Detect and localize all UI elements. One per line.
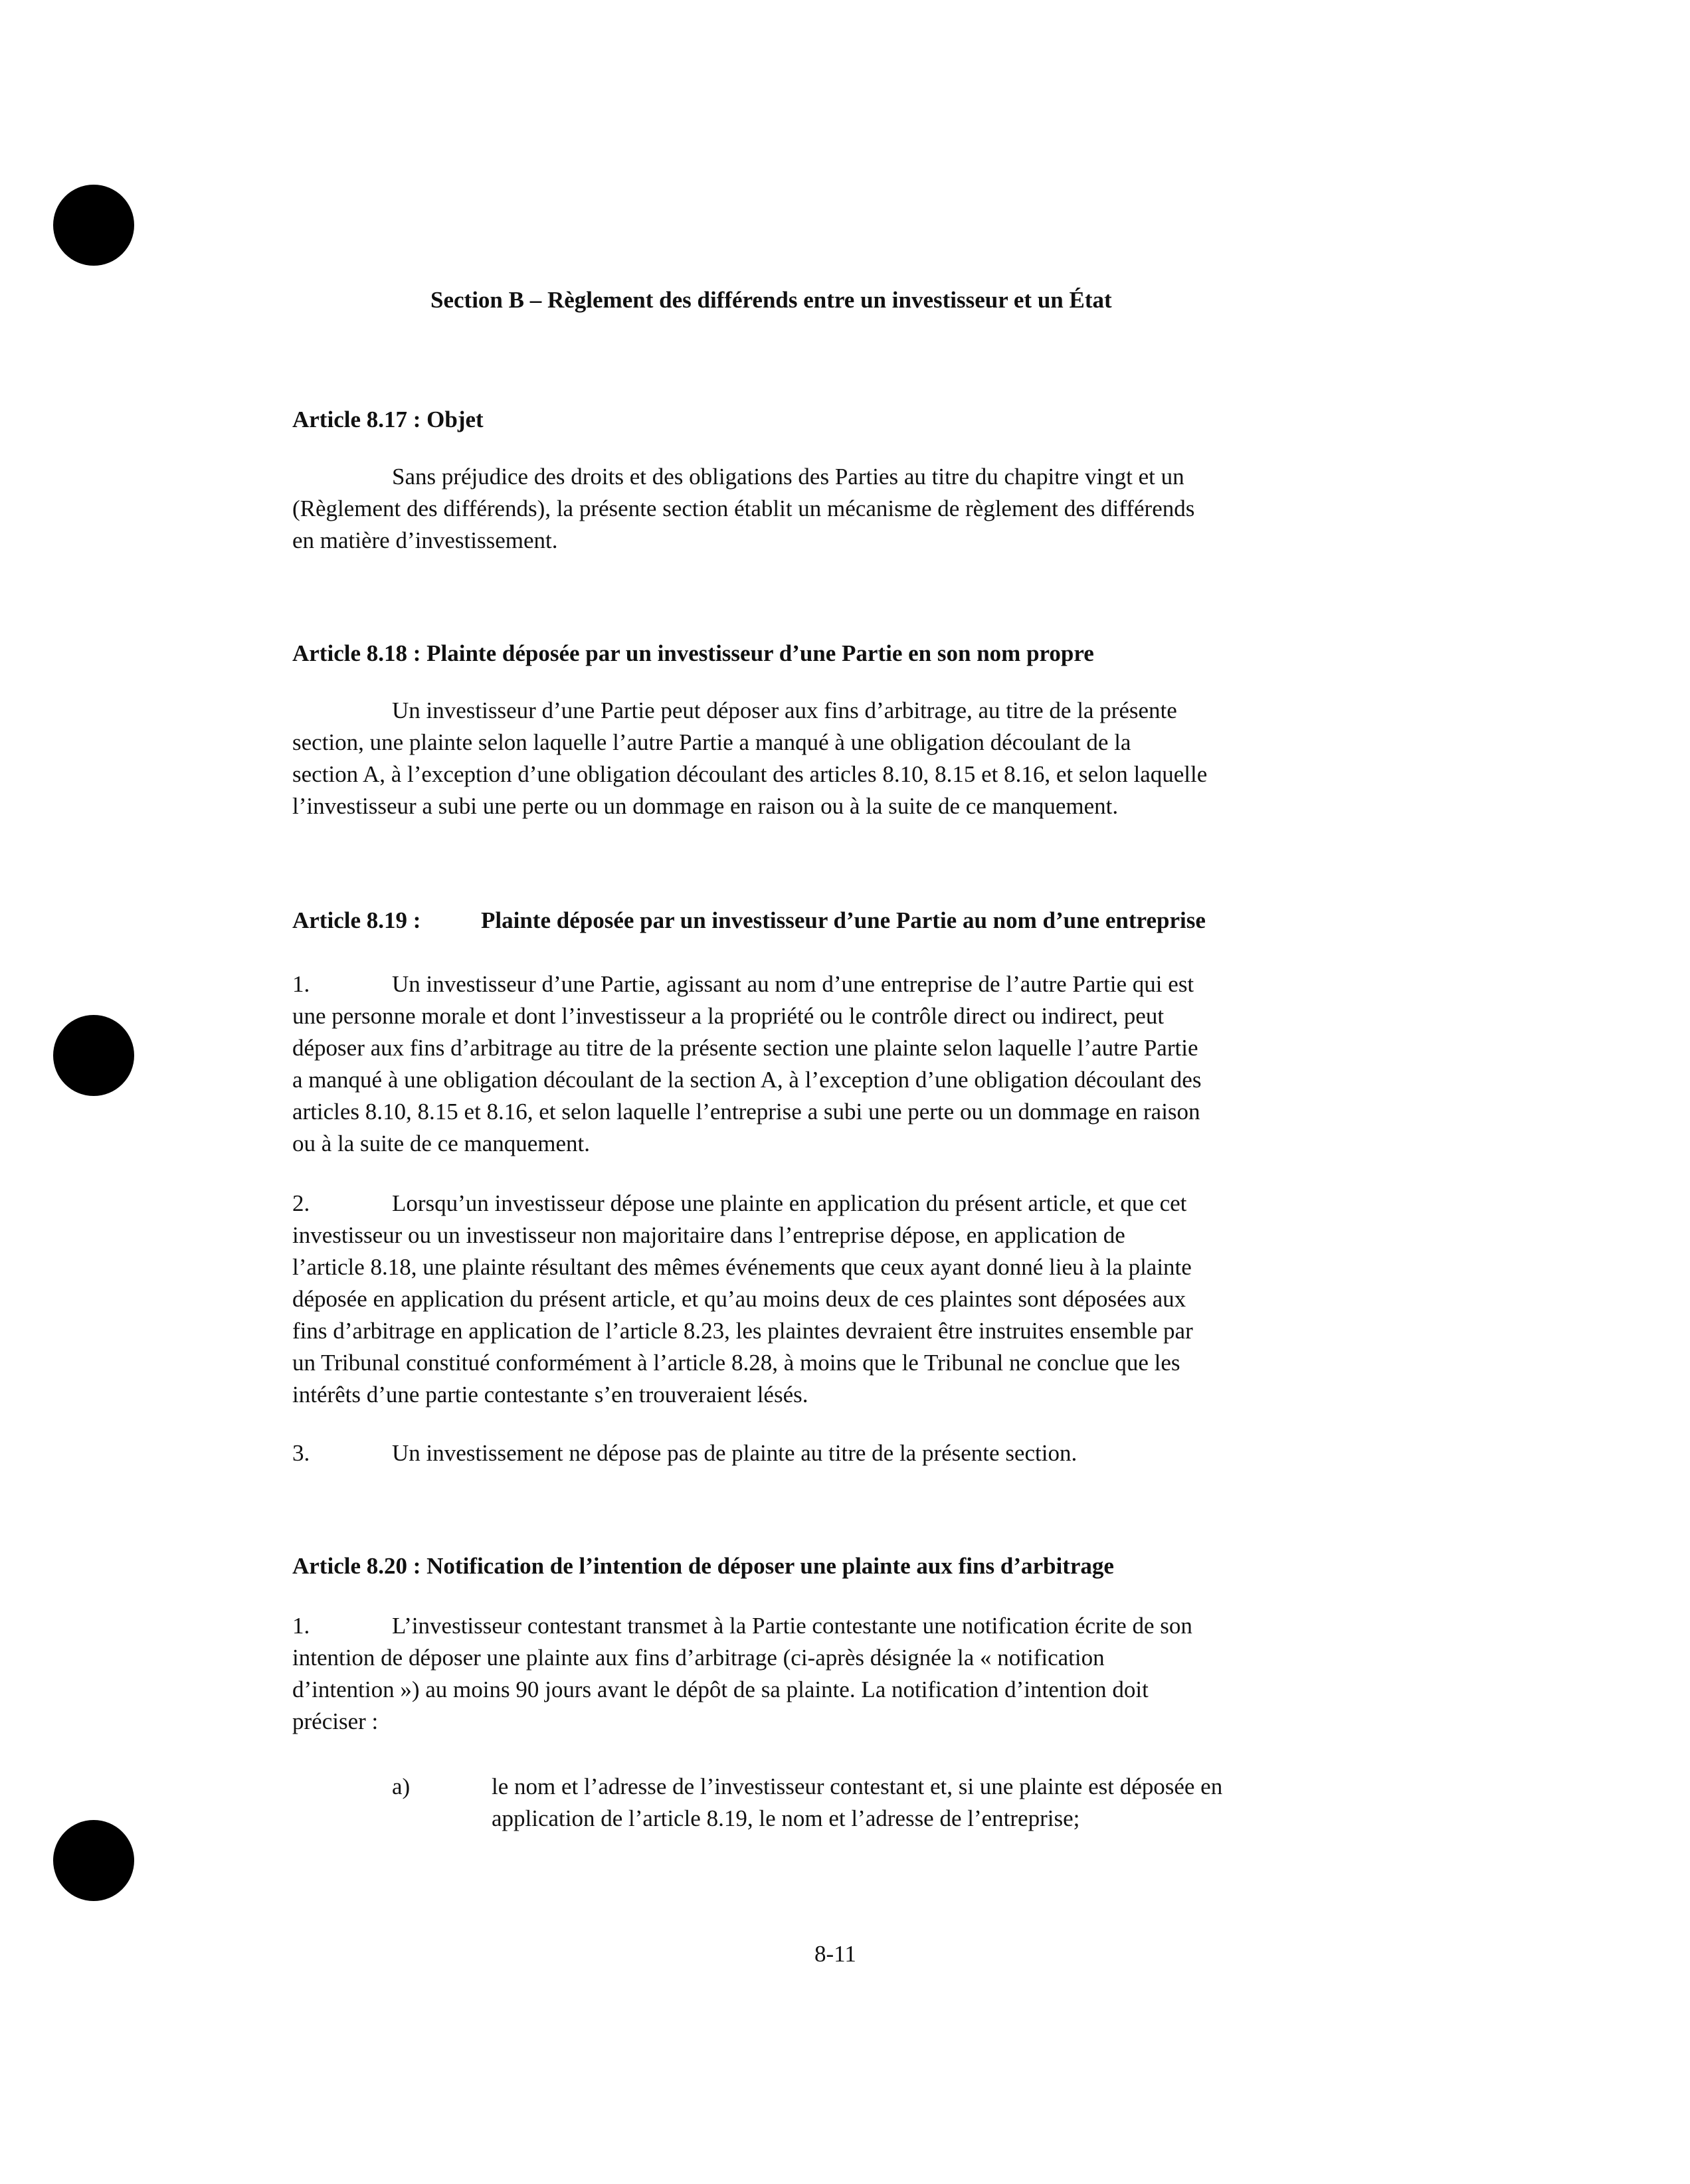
article-8-19-p1-line: articles 8.10, 8.15 et 8.16, et selon laquelle l’entreprise a subi une perte ou un dommage en raison xyxy=(292,1099,1200,1125)
article-8-17-line: (Règlement des différends), la présente section établit un mécanisme de règlement des différends xyxy=(292,496,1195,521)
paragraph-number: 2. xyxy=(292,1190,310,1216)
article-8-20-title: Article 8.20 : Notification de l’intention de déposer une plainte aux fins d’arbitrage xyxy=(292,1553,1114,1579)
article-8-19-p2-line: fins d’arbitrage en application de l’article 8.23, les plaintes devraient être instruites ensemble par xyxy=(292,1318,1193,1344)
article-8-19-p1-line: une personne morale et dont l’investisseur a la propriété ou le contrôle direct ou indirect, peut xyxy=(292,1003,1165,1029)
item-a-line: le nom et l’adresse de l’investisseur contestant et, si une plainte est déposée en xyxy=(492,1774,1223,1799)
article-8-18-title: Article 8.18 : Plainte déposée par un investisseur d’une Partie en son nom propre xyxy=(292,640,1094,666)
article-8-18-line: l’investisseur a subi une perte ou un dommage en raison ou à la suite de ce manquement. xyxy=(292,793,1119,819)
article-8-20-paragraph-1 xyxy=(292,1610,1375,1738)
article-8-20-p1-line: d’intention ») au moins 90 jours avant le dépôt de sa plainte. La notification d’intention doit xyxy=(292,1677,1149,1702)
item-a-line: application de l’article 8.19, le nom et l’adresse de l’entreprise; xyxy=(492,1805,1080,1831)
punch-hole-middle xyxy=(53,1015,134,1096)
article-8-19-p1-line: déposer aux fins d’arbitrage au titre de la présente section une plainte selon laquelle l’autre Partie xyxy=(292,1035,1198,1061)
article-8-17-line: Sans préjudice des droits et des obligations des Parties au titre du chapitre vingt et un xyxy=(392,464,1184,490)
article-8-18-line: section, une plainte selon laquelle l’autre Partie a manqué à une obligation découlant de la xyxy=(292,729,1131,755)
article-8-19-p2-line: un Tribunal constitué conformément à l’article 8.28, à moins que le Tribunal ne conclue que les xyxy=(292,1350,1180,1376)
article-8-19-p2-line: intérêts d’une partie contestante s’en trouveraient lésés. xyxy=(292,1382,808,1408)
item-a-body xyxy=(492,1771,1382,1835)
paragraph-number: 3. xyxy=(292,1440,310,1466)
article-8-19-p3-line: Un investissement ne dépose pas de plainte au titre de la présente section. xyxy=(392,1440,1078,1466)
article-8-17-body xyxy=(292,461,1375,557)
article-8-20-p1-line: intention de déposer une plainte aux fins d’arbitrage (ci-après désignée la « notification xyxy=(292,1645,1105,1671)
page-number: 8-11 xyxy=(814,1941,856,1967)
paragraph-number: 1. xyxy=(292,1613,310,1639)
section-title: Section B – Règlement des différends entre un investisseur et un État xyxy=(430,287,1112,313)
article-8-18-line: Un investisseur d’une Partie peut déposer aux fins d’arbitrage, au titre de la présente xyxy=(392,697,1177,723)
paragraph-number: 1. xyxy=(292,971,310,997)
article-8-19-p2-line: l’article 8.18, une plainte résultant des mêmes événements que ceux ayant donné lieu à la plainte xyxy=(292,1254,1192,1280)
article-8-19-paragraph-2 xyxy=(292,1188,1375,1411)
article-8-19-paragraph-1 xyxy=(292,968,1375,1160)
article-8-19-p2-line: Lorsqu’un investisseur dépose une plainte en application du présent article, et que cet xyxy=(392,1190,1187,1216)
article-8-18-body xyxy=(292,695,1375,822)
punch-hole-bottom xyxy=(53,1820,134,1901)
article-8-20-p1-line: L’investisseur contestant transmet à la Partie contestante une notification écrite de son xyxy=(392,1613,1192,1639)
article-8-19-p2-line: investisseur ou un investisseur non majoritaire dans l’entreprise dépose, en application de xyxy=(292,1222,1125,1248)
article-8-18-line: section A, à l’exception d’une obligation découlant des articles 8.10, 8.15 et 8.16, et selon laquelle xyxy=(292,761,1208,787)
article-8-19-p2-line: déposée en application du présent article, et qu’au moins deux de ces plaintes sont déposées aux xyxy=(292,1286,1186,1312)
article-8-19-label: Article 8.19 : xyxy=(292,907,421,933)
article-8-17-line: en matière d’investissement. xyxy=(292,527,558,553)
article-8-19-heading: Plainte déposée par un investisseur d’une Partie au nom d’une entreprise xyxy=(481,907,1206,933)
article-8-19-paragraph-3 xyxy=(292,1437,1375,1469)
article-8-19-p1-line: Un investisseur d’une Partie, agissant au nom d’une entreprise de l’autre Partie qui est xyxy=(392,971,1194,997)
article-8-19-p1-line: a manqué à une obligation découlant de la section A, à l’exception d’une obligation découlant des xyxy=(292,1067,1202,1093)
punch-hole-top xyxy=(53,185,134,266)
article-8-17-title: Article 8.17 : Objet xyxy=(292,407,484,432)
article-8-20-p1-line: préciser : xyxy=(292,1708,379,1734)
article-8-19-p1-line: ou à la suite de ce manquement. xyxy=(292,1131,591,1156)
item-a-label: a) xyxy=(392,1774,411,1799)
